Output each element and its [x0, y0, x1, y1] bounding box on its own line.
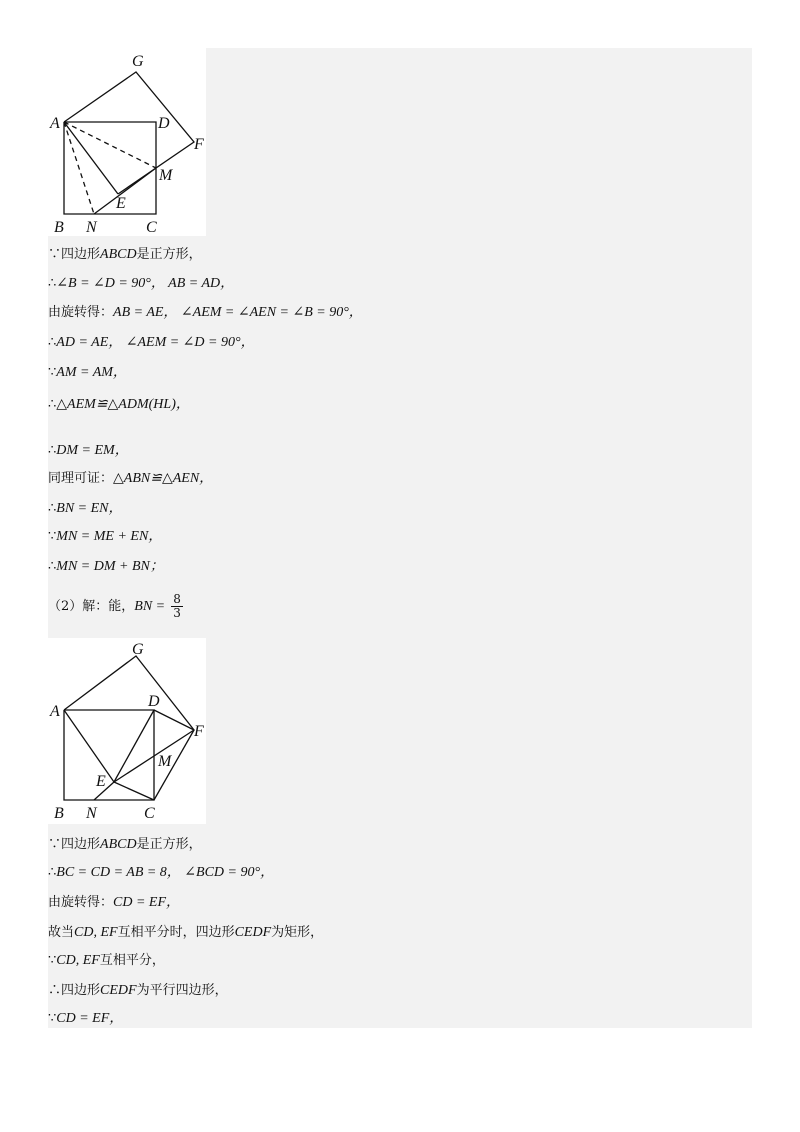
proof-line-19: ∵CD = EF， [48, 1011, 124, 1026]
proof-line-12: （2）解：能，BN = $\frac{8}{3}$ [48, 592, 181, 620]
proof-line-8: 同理可证：△ABN≌△AEN， [48, 471, 214, 486]
proof-line-17: ∵CD, EF互相平分， [48, 953, 165, 968]
fig1-label-c: C [146, 219, 157, 236]
fig2-label-b: B [54, 805, 64, 822]
fig1-label-d: D [158, 115, 170, 132]
fig1-label-b: B [54, 219, 64, 236]
fig2-label-e: E [96, 773, 106, 790]
proof-line-16: 故当CD, EF互相平分时，四边形CEDF为矩形， [48, 925, 324, 940]
proof-line-10: ∵MN = ME + EN， [48, 529, 163, 544]
fraction-8-3: $\frac{8}{3}$ [173, 592, 181, 620]
fig1-label-a: A [50, 115, 60, 132]
proof-line-13: ∵四边形ABCD是正方形， [48, 837, 202, 852]
proof-line-15: 由旋转得：CD = EF， [48, 895, 181, 910]
proof-line-5: ∵AM = AM， [48, 365, 127, 380]
proof-line-3: 由旋转得：AB = AE， ∠AEM = ∠AEN = ∠B = 90°， [48, 305, 363, 320]
proof-line-6: ∴△AEM≌△ADM(HL)， [48, 397, 190, 412]
fig2-label-d: D [148, 693, 160, 710]
fig1-label-n: N [86, 219, 97, 236]
proof-line-9: ∴BN = EN， [48, 501, 123, 516]
proof-line-2: ∴∠B = ∠D = 90°， AB = AD， [48, 276, 235, 291]
fig2-label-a: A [50, 703, 60, 720]
proof-line-4: ∴AD = AE， ∠AEM = ∠D = 90°， [48, 335, 255, 350]
fig1-label-f: F [194, 136, 204, 153]
fig2-label-g: G [132, 641, 144, 658]
proof-line-14: ∴BC = CD = AB = 8， ∠BCD = 90°， [48, 865, 275, 880]
fig2-label-c: C [144, 805, 155, 822]
fig1-label-e: E [116, 195, 126, 212]
fig1-label-m: M [159, 167, 173, 184]
proof-line-7: ∴DM = EM， [48, 443, 129, 458]
proof-line-18: ∴四边形CEDF为平行四边形， [48, 983, 228, 998]
fig1-label-g: G [132, 53, 144, 70]
fig2-label-m: M [158, 753, 172, 770]
geometry-figure-1 [48, 48, 206, 236]
fig2-label-f: F [194, 723, 204, 740]
geometry-figure-2 [48, 638, 206, 824]
fig2-label-n: N [86, 805, 97, 822]
proof-line-11: ∴MN = DM + BN； [48, 559, 164, 574]
proof-line-1: ∵四边形ABCD是正方形， [48, 247, 202, 262]
